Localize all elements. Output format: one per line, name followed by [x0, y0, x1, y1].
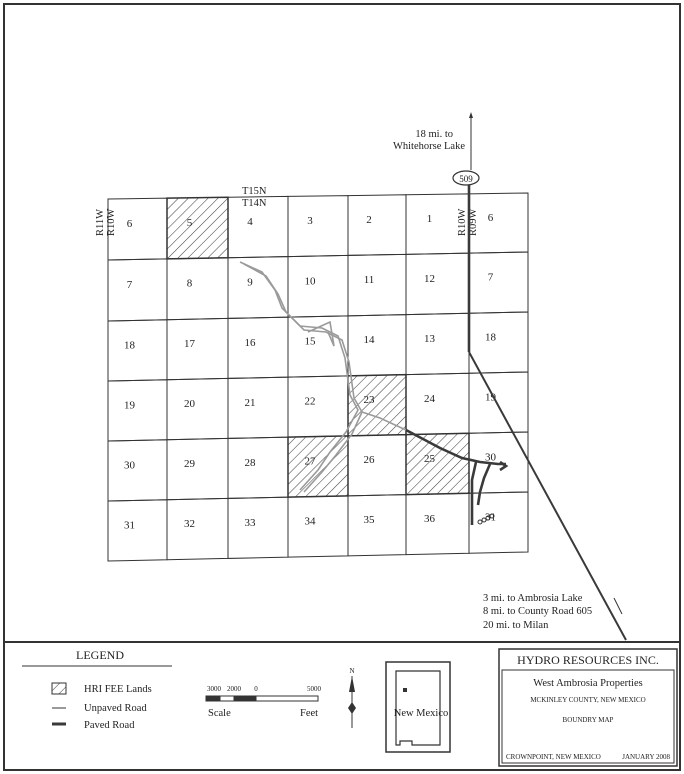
- section-number: 17: [184, 338, 195, 351]
- section-number: 22: [304, 395, 316, 408]
- section-number: 14: [363, 334, 375, 347]
- section-cell: [288, 316, 348, 377]
- section-cell: [406, 373, 469, 434]
- location-line: MCKINLEY COUNTY, NEW MEXICO: [530, 696, 646, 704]
- section-number: 21: [244, 396, 256, 409]
- section-cell: [406, 253, 469, 314]
- hri-fee-section: [167, 197, 228, 259]
- range-label-left-inner: R10W: [106, 208, 117, 236]
- section-cell: [167, 378, 228, 439]
- section-cell: [288, 255, 348, 317]
- site-marker-icon: [403, 688, 407, 692]
- hri-fee-section: [406, 433, 469, 494]
- section-number: 33: [244, 516, 256, 529]
- section-number: 18: [485, 331, 496, 344]
- range-label-mid-right: R09W: [468, 208, 479, 236]
- section-number: 6: [487, 211, 494, 224]
- section-cell: [108, 500, 167, 561]
- section-number: 31: [124, 519, 135, 532]
- section-number: 7: [126, 278, 133, 291]
- section-cell: [228, 377, 288, 438]
- section-cell: [469, 372, 528, 433]
- legend-item-fee-lands: HRI FEE Lands: [84, 684, 152, 695]
- date-line: JANUARY 2008: [622, 753, 670, 761]
- scale-units: Feet: [300, 708, 319, 719]
- section-number: 35: [363, 514, 375, 527]
- section-number: 16: [244, 336, 256, 349]
- section-number: 20: [184, 398, 195, 411]
- south-note-line2: 8 mi. to County Road 605: [483, 606, 593, 617]
- section-number: 6: [126, 218, 133, 231]
- section-number: 25: [424, 452, 435, 465]
- scale-tick-3000: 3000: [207, 685, 221, 693]
- section-cell: [108, 440, 167, 501]
- section-number: 12: [424, 272, 435, 285]
- township-label-south: T14N: [242, 198, 267, 209]
- section-number: 27: [304, 455, 316, 468]
- office-line: CROWNPOINT, NEW MEXICO: [506, 753, 601, 761]
- section-number: 13: [424, 332, 435, 345]
- section-number: 19: [124, 399, 135, 412]
- section-cell: [406, 493, 469, 554]
- north-letter: N: [349, 667, 355, 675]
- section-cell: [469, 312, 528, 373]
- section-cell: [167, 438, 228, 499]
- section-number: 5: [186, 217, 193, 230]
- section-cell: [348, 495, 406, 556]
- section-number: 19: [485, 391, 496, 404]
- section-number: 28: [244, 456, 256, 469]
- section-cell: [167, 258, 228, 320]
- north-arrow-icon: [348, 676, 356, 728]
- section-cell: [406, 313, 469, 374]
- section-number: 24: [424, 392, 435, 405]
- legend-item-paved: Paved Road: [84, 720, 135, 731]
- section-number: 32: [184, 518, 195, 531]
- section-cell: [348, 435, 406, 496]
- section-number: 15: [304, 335, 316, 348]
- south-note-line1: 3 mi. to Ambrosia Lake: [483, 593, 583, 604]
- section-number: 30: [124, 459, 135, 472]
- section-number: 7: [487, 271, 494, 284]
- north-note-line2: Whitehorse Lake: [392, 141, 465, 152]
- company-name: HYDRO RESOURCES INC.: [517, 653, 659, 667]
- section-cell: [288, 496, 348, 557]
- section-cell: [167, 318, 228, 379]
- map-name: BOUNDRY MAP: [562, 716, 614, 724]
- scale-bar: [206, 696, 318, 701]
- scale-tick-5000: 5000: [307, 685, 321, 693]
- north-note-line1: 18 mi. to: [415, 129, 453, 140]
- section-number: 18: [124, 339, 135, 352]
- section-number: 8: [186, 277, 193, 290]
- section-cell: [108, 320, 167, 381]
- section-number: 36: [424, 512, 435, 525]
- section-number: 34: [304, 515, 316, 528]
- section-cell: [108, 380, 167, 441]
- scale-tick-0: 0: [254, 685, 258, 693]
- legend-title: LEGEND: [76, 648, 124, 662]
- section-number: 31: [485, 511, 496, 524]
- section-number: 4: [247, 216, 253, 228]
- scale-tick-2000: 2000: [227, 685, 241, 693]
- section-cell: [348, 254, 406, 316]
- section-number: 3: [307, 215, 313, 227]
- section-number: 30: [485, 451, 496, 464]
- section-cell: [228, 257, 288, 319]
- section-number: 10: [304, 275, 316, 288]
- section-number: 29: [184, 458, 195, 471]
- project-name: West Ambrosia Properties: [533, 678, 643, 689]
- section-number: 9: [247, 276, 253, 289]
- section-number: 11: [363, 274, 375, 287]
- south-note-line3: 20 mi. to Milan: [483, 620, 549, 631]
- range-label-mid-left: R10W: [457, 208, 468, 236]
- section-grid: [108, 193, 528, 561]
- range-label-left-outer: R11W: [95, 208, 106, 236]
- section-cell: [167, 498, 228, 559]
- section-cell: [108, 259, 167, 321]
- section-cell: [348, 315, 406, 376]
- inset-label: New Mexico: [393, 708, 449, 719]
- section-number: 1: [426, 213, 433, 226]
- section-cell: [469, 252, 528, 313]
- section-cell: [288, 196, 348, 257]
- section-cell: [228, 317, 288, 378]
- section-cell: [228, 437, 288, 498]
- hri-fee-section: [288, 436, 348, 497]
- highway-shield-label: 509: [459, 174, 473, 184]
- section-cell: [288, 376, 348, 437]
- section-number: 26: [363, 454, 375, 467]
- section-cell: [348, 195, 406, 256]
- section-number: 2: [366, 214, 372, 227]
- township-label-north: T15N: [242, 186, 267, 197]
- section-number: 23: [363, 394, 375, 407]
- north-leader-arrow-icon: [469, 112, 473, 118]
- south-leader-line: [614, 598, 622, 614]
- legend-item-unpaved: Unpaved Road: [84, 703, 147, 714]
- section-cell: [228, 497, 288, 558]
- legend-hatch-icon: [52, 683, 66, 694]
- scale-label: Scale: [208, 708, 231, 719]
